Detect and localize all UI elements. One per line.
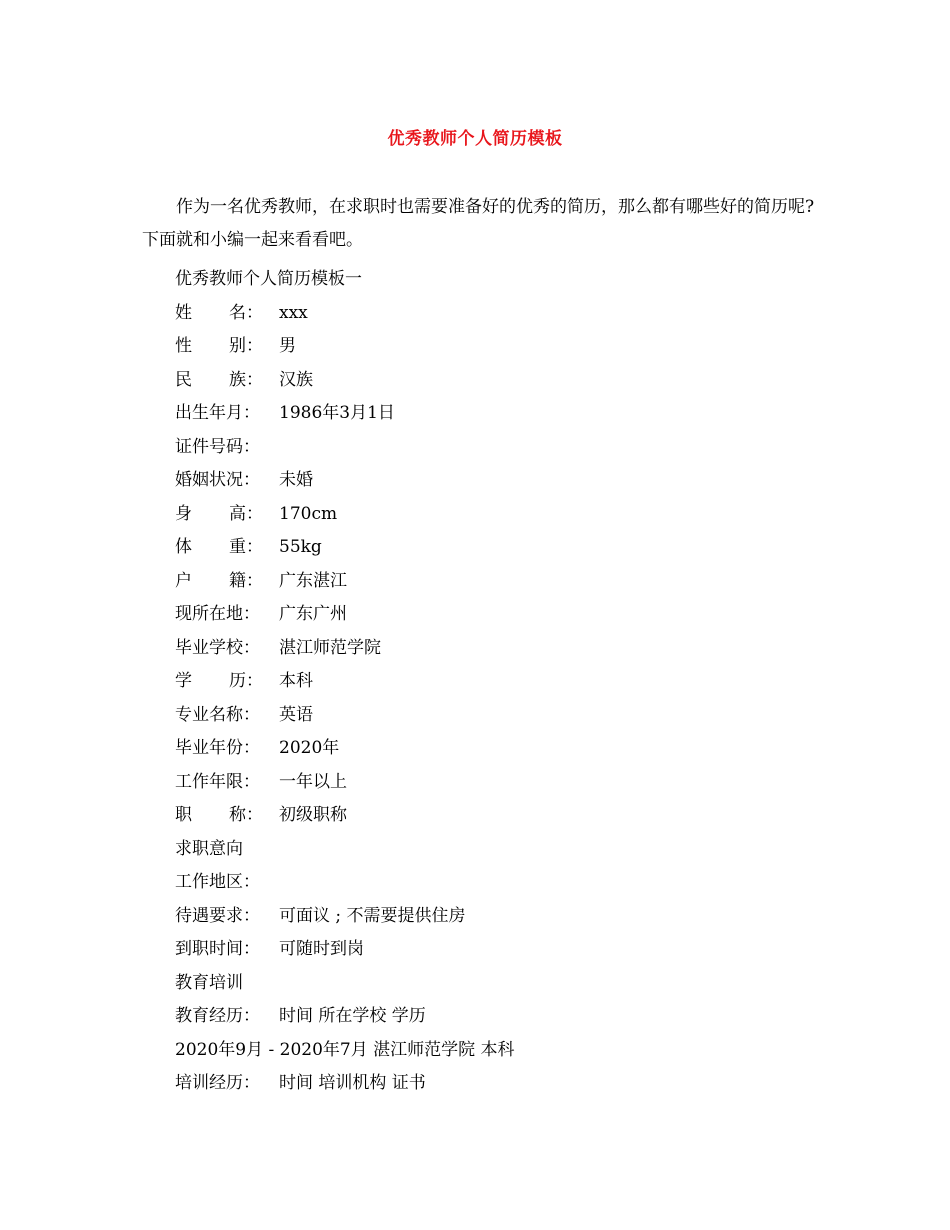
field-label: 身 高： [175, 503, 263, 524]
field-value: 广东广州 [279, 604, 347, 624]
field-value: 1986年3月1日 [279, 403, 395, 423]
field-label: 待遇要求： [175, 905, 260, 926]
field-degree [175, 665, 825, 699]
field-major [175, 699, 825, 733]
field-label: 到职时间： [175, 939, 260, 959]
field-label: 职 称： [175, 805, 263, 825]
field-weight [175, 531, 825, 565]
field-value: 170cm [279, 503, 338, 524]
field-height [175, 498, 825, 532]
field-work-area [175, 866, 825, 900]
field-label: 现所在地： [175, 604, 260, 624]
field-label: 工作地区： [175, 872, 260, 892]
field-value: 英语 [279, 704, 313, 725]
field-id-number [175, 431, 825, 465]
field-marital-status [175, 464, 825, 498]
field-current-location [175, 598, 825, 632]
field-value: 可随时到岗 [279, 939, 364, 959]
field-value: 时间 所在学校 学历 [279, 1006, 426, 1026]
field-value: 初级职称 [279, 805, 347, 825]
field-name [175, 297, 825, 331]
education-heading: 教育培训 [175, 972, 243, 993]
field-label: 教育经历： [175, 1006, 260, 1026]
field-label: 专业名称： [175, 704, 260, 725]
field-education-history [175, 1000, 825, 1034]
field-value: 2020年 [279, 738, 340, 758]
field-label: 体 重： [175, 537, 263, 557]
field-value: 汉族 [279, 369, 313, 390]
field-label: 学 历： [175, 671, 263, 691]
field-label: 培训经历： [175, 1073, 260, 1093]
field-value: 55kg [279, 537, 322, 557]
job-intention-heading: 求职意向 [175, 838, 243, 859]
field-label: 证件号码： [175, 436, 260, 457]
field-value: 男 [279, 336, 296, 356]
field-label: 户 籍： [175, 570, 263, 591]
field-label: 工作年限： [175, 771, 260, 792]
field-birthdate [175, 397, 825, 431]
field-value: 广东湛江 [279, 570, 347, 591]
field-label: 性 别： [175, 336, 263, 356]
field-value: 时间 培训机构 证书 [279, 1073, 426, 1093]
field-label: 婚姻状况： [175, 470, 260, 490]
field-label: 姓 名： [175, 302, 263, 323]
field-value: xxx [279, 302, 308, 323]
section-heading: 优秀教师个人简历模板一 [175, 269, 362, 289]
field-label: 出生年月： [175, 403, 260, 423]
field-work-years [175, 766, 825, 800]
field-training-history [175, 1067, 825, 1101]
education-entry: 2020年9月 - 2020年7月 湛江师范学院 本科 [175, 1039, 515, 1060]
field-value: 一年以上 [279, 771, 347, 792]
field-value: 湛江师范学院 [279, 637, 381, 658]
field-school [175, 632, 825, 666]
field-value: 可面议 ; 不需要提供住房 [279, 905, 466, 926]
field-label: 民 族： [175, 369, 263, 390]
intro-paragraph: 作为一名优秀教师，在求职时也需要准备好的优秀的简历，那么都有哪些好的简历呢?下面就和小编一起来看看吧。 [142, 197, 815, 250]
field-household [175, 565, 825, 599]
field-gender [175, 330, 825, 364]
field-label: 毕业年份： [175, 738, 260, 758]
resume-content [175, 263, 825, 1101]
field-ethnicity [175, 364, 825, 398]
document-title: 优秀教师个人简历模板 [387, 129, 563, 149]
field-graduation-year [175, 732, 825, 766]
field-title [175, 799, 825, 833]
field-value: 本科 [279, 671, 313, 691]
field-value: 未婚 [279, 470, 313, 490]
field-salary-requirement [175, 900, 825, 934]
field-start-time [175, 933, 825, 967]
field-label: 毕业学校： [175, 637, 260, 658]
